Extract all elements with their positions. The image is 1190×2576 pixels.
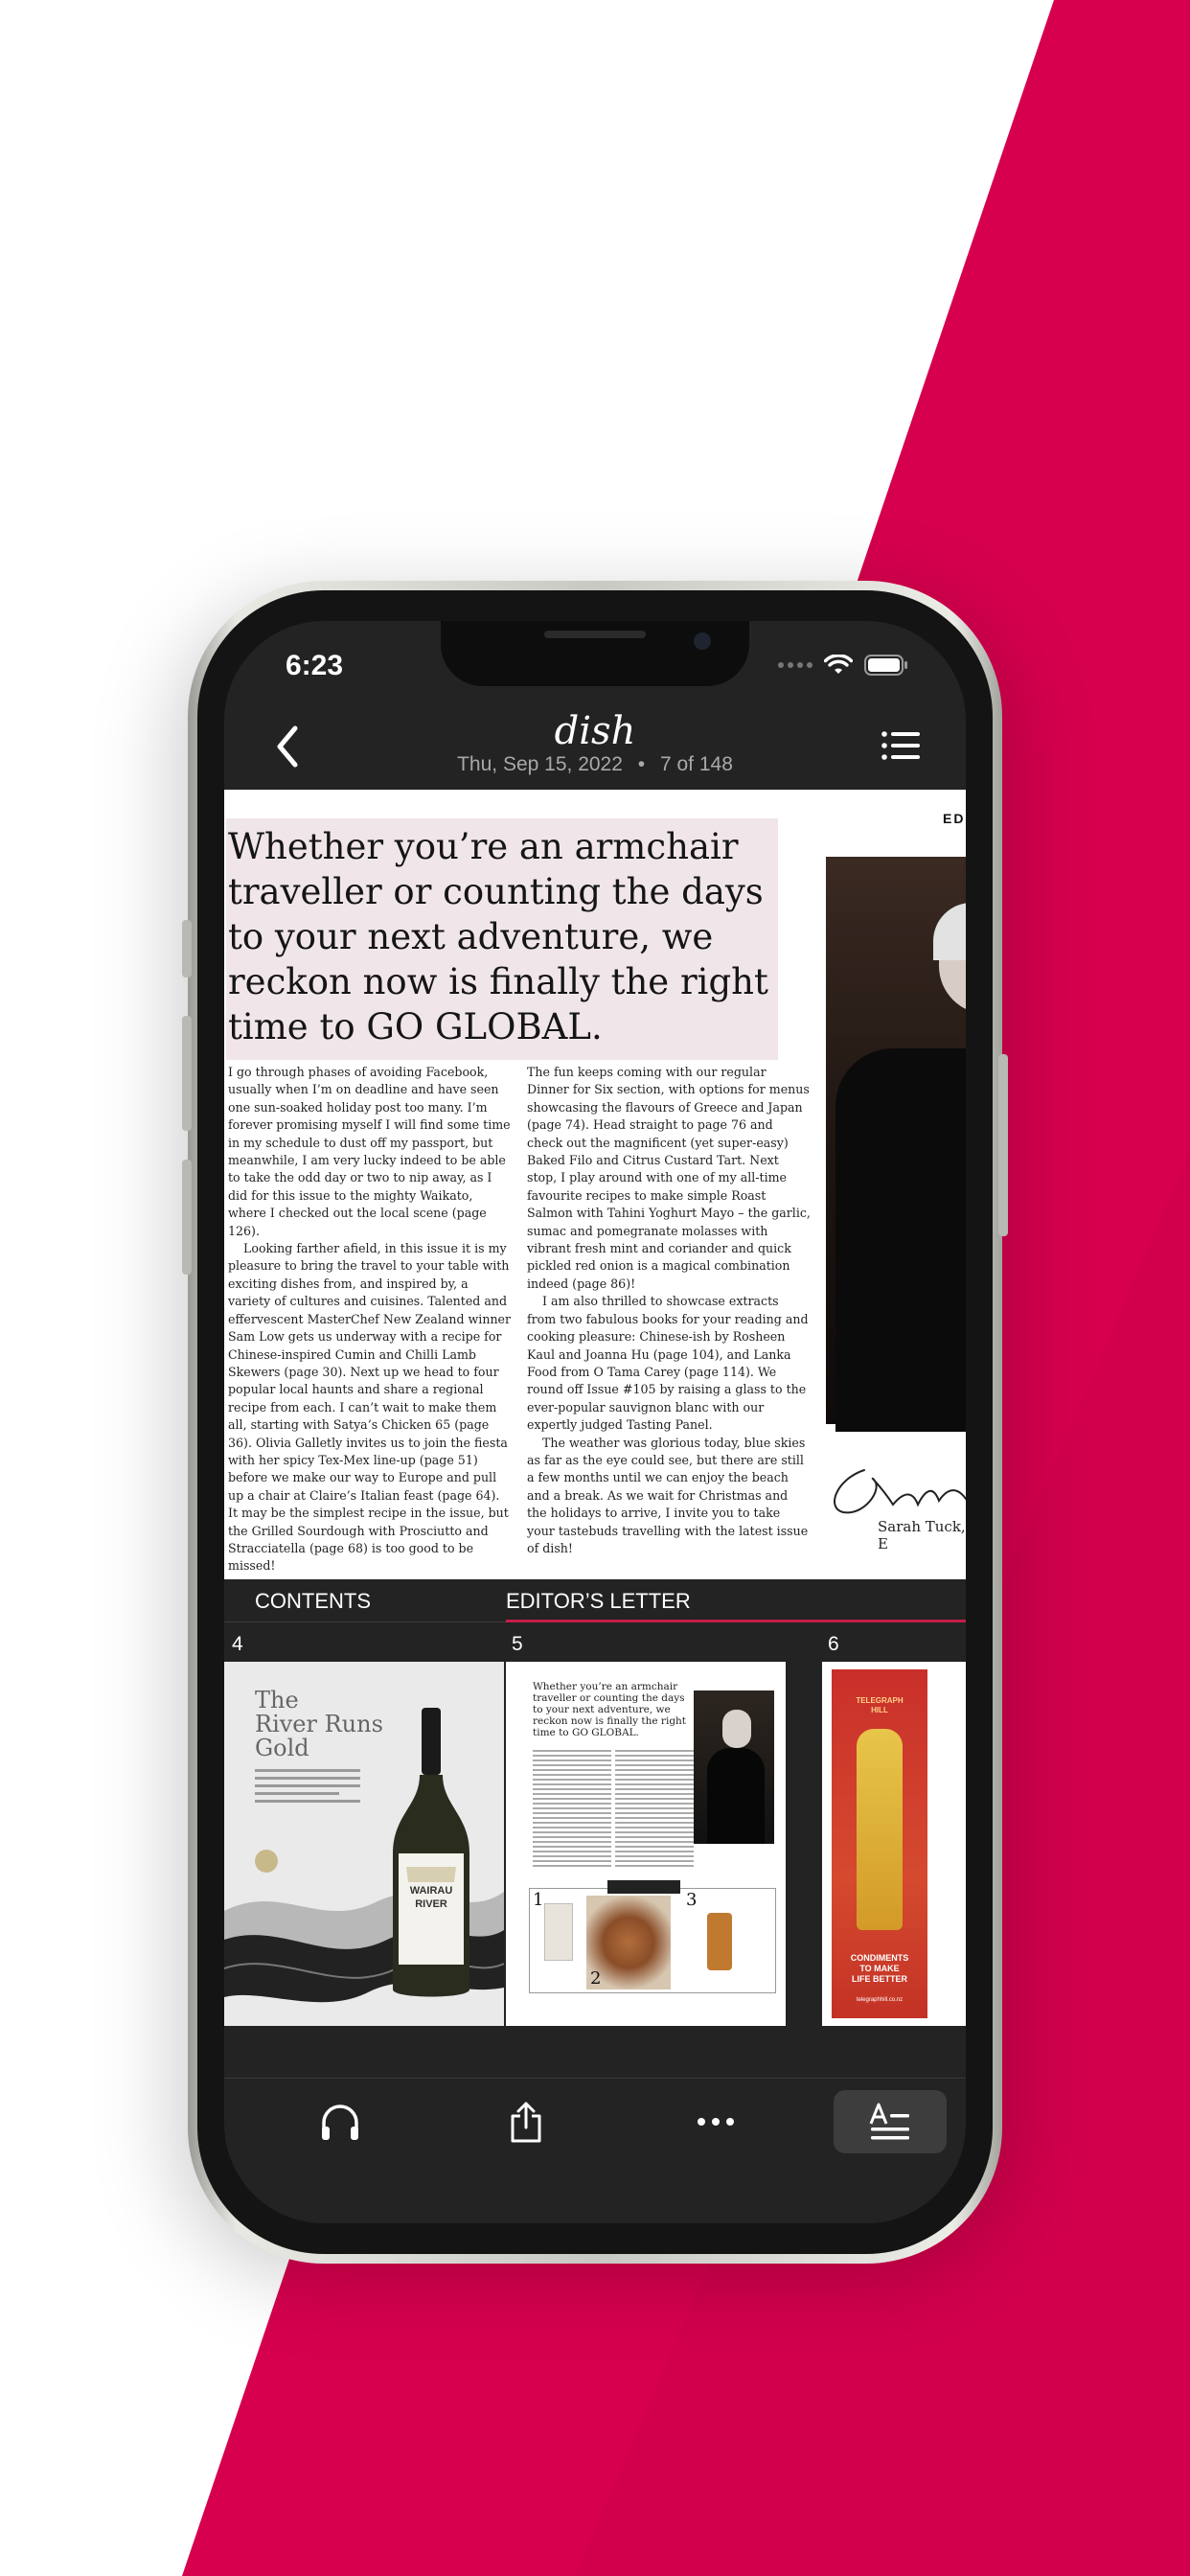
thumbnail-text-lines [615,1750,694,1870]
headphones-icon [319,2102,361,2142]
app-logo: dish [554,709,636,753]
more-icon [697,2117,735,2127]
headphones-button[interactable] [310,2092,370,2151]
thumbnail-title: The River Runs Gold [255,1687,383,1761]
thumbnail-jar-image [544,1903,573,1961]
thumbnail-number: 1 [533,1890,544,1910]
page-thumbnail-4[interactable] [224,1662,504,2026]
paragraph: The weather was glorious today, blue skies as far as the eye could see, but there are still a few months until we can enjoy the beach and a break. As we wait for Christmas and the holidays to arrive, I invite you to take your tastebuds travelling with the latest issue of dish! [527,1435,809,1555]
page-headline: Whether you’re an armchair traveller or counting the days to your next adventure, we reckon now is finally the right time to GO GLOBAL. [228,826,768,1047]
paragraph: The fun keeps coming with our regular Dinner for Six section, with options for menus showcasing the flavours of Greece and Japan (page 74). Head straight to page 76 and check out the magnificent (yet super-easy) Baked Filo and Citrus Custard Tart. Next stop, I play around with one of my all-time favourite recipes to make simple Roast Salmon with Tahini Yoghurt Mayo – the garlic, sumac and pomegranate molasses with vibrant fresh mint and coriander and quick pickled red onion is a magical combination indeed (page 86)! [527,1065,811,1291]
signal-icon [778,662,812,668]
thumbnail-page-number: 5 [512,1633,523,1655]
share-button[interactable] [496,2092,556,2151]
tab-editors-letter[interactable]: EDITOR’S LETTER [506,1589,691,1613]
battery-icon [864,654,908,677]
bottle-label: WAIRAU RIVER [409,1885,453,1910]
magazine-page[interactable] [224,790,966,1579]
page-thumbnail-6[interactable] [822,1662,966,2026]
thumbnail-page-number: 4 [232,1633,243,1655]
status-icons [778,654,908,677]
bottom-toolbar [224,2078,966,2223]
notch [441,621,749,686]
front-camera [694,632,711,650]
advert-brand: TELEGRAPH HILL [856,1696,904,1714]
paragraph: Looking farther afield, in this issue it is my pleasure to bring the travel to your table with exciting dishes from, and inspired by, a variety of cultures and cuisines. Talented and effervescent MasterChef New Zealand winner Sam Low gets us underway with a recipe for Chinese-inspired Cumin and Chilli Lamb Skewers (page 30). Next up we head to four popular local haunts and share a regional recipe from each. I can’t wait to make them all, starting with Satya’s Chicken 65 (page 36). Olivia Galletly invites us to join the fiesta with her spicy Tex-Mex line-up (page 51) before we make our way to Europe and pull up a chair at Claire’s Italian feast (page 64). It may be the simplest recipe in the issue, but the Grilled Sourdough with Prosciutto and Stracciatella (page 68) is too good to be missed! [228,1241,512,1574]
status-time: 6:23 [286,650,344,681]
thumbnail-number: 2 [590,1968,602,1989]
issue-info [224,753,966,776]
side-button-volume-down [182,1160,192,1275]
tab-contents[interactable]: CONTENTS [255,1589,371,1613]
wifi-icon [824,655,853,676]
app-header [224,709,966,786]
article-column-2 [527,1064,811,1557]
thumbnail-page-number: 6 [828,1633,839,1655]
section-tag: ED [943,811,966,826]
thumbnail-portrait [694,1690,774,1844]
separator-dot: • [637,753,646,775]
editor-signature [826,1451,966,1528]
more-button[interactable] [686,2092,745,2151]
thumbnail-bottle-image [707,1913,732,1970]
advert-slogan: CONDIMENTS TO MAKE LIFE BETTER [850,1953,909,1984]
side-button-power [998,1054,1008,1236]
share-icon [509,2101,543,2143]
issue-date: Thu, Sep 15, 2022 [457,753,623,775]
signature-name: Sarah Tuck, E [878,1518,966,1552]
thumbnail-caption-bar [607,1880,680,1894]
page-thumbnail-5[interactable] [506,1662,786,2026]
active-tab-indicator [506,1620,966,1622]
reader-mode-button[interactable] [834,2090,947,2153]
page-position: 7 of 148 [659,753,733,775]
reader-mode-icon [869,2103,911,2141]
thumbnail-number: 3 [686,1890,698,1910]
phone-screen [224,621,966,2223]
side-button-silent [182,920,192,978]
thumbnail-text-lines [533,1750,611,1870]
advert-bottle-image [857,1729,903,1930]
paragraph: I go through phases of avoiding Facebook, usually when I’m on deadline and have seen one sun-soaked holiday post too many. I’m forever promising myself I will find some time in my schedule to dust off my passport, but meanwhile, I am very lucky indeed to be able to take the odd day or two to nip away, as I did for this issue to the mighty Waikato, where I checked out the local scene (page 126). [228,1065,511,1238]
article-column-1 [228,1064,512,1576]
notch-speaker [544,631,646,638]
thumbnail-headline: Whether you’re an armchair traveller or counting the days to your next adventure, we reckon now is finally the right time to GO GLOBAL. [533,1681,687,1738]
paragraph: I am also thrilled to showcase extracts from two fabulous books for your reading and cooking pleasure: Chinese-ish by Rosheen Kaul and Joanna Hu (page 104), and Lanka Food from O Tama Carey (page 114). We round off Issue #105 by raising a glass to the ever-popular sauvignon blanc with our expertly judged Tasting Panel. [527,1294,809,1433]
wine-bottle-image [224,1662,504,2026]
editor-portrait [826,857,966,1424]
advert-url: telegraphhill.co.nz [856,1997,904,2003]
table-of-contents-button[interactable] [881,728,920,763]
section-bar [224,1579,966,1625]
side-button-volume-up [182,1016,192,1131]
